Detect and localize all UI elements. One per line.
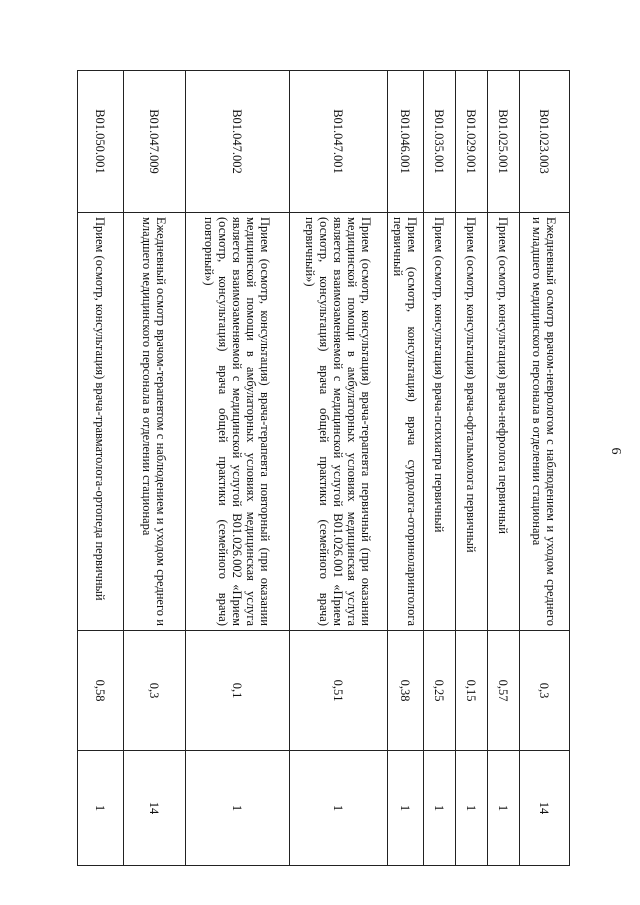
services-table-rotated (78, 70, 570, 865)
multiplicity: 1 (488, 751, 520, 866)
service-name: Ежедневный осмотр врачом-неврологом с наблюдением и уходом среднего и младшего медицинского персонала в отделении стационара (520, 213, 570, 631)
service-code: B01.047.001 (290, 71, 388, 213)
multiplicity: 1 (388, 751, 424, 866)
service-code: B01.035.001 (424, 71, 456, 213)
service-name: Прием (осмотр, консультация) врача-терапевта повторный (при оказании медицинской помощи в амбулаторных условиях медицинская услуга является взаимозаменяемой с медицинской услугой B01.026.002 «Прием (осмотр, консультация) врача общей практики (семейного врача) повторный») (186, 213, 290, 631)
services-table (77, 70, 570, 866)
multiplicity: 1 (78, 751, 124, 866)
frequency-coefficient: 0,51 (290, 631, 388, 751)
frequency-coefficient: 0,57 (488, 631, 520, 751)
table-row (456, 71, 488, 866)
frequency-coefficient: 0,38 (388, 631, 424, 751)
service-name: Прием (осмотр, консультация) врача-травматолога-ортопеда первичный (78, 213, 124, 631)
table-row (186, 71, 290, 866)
multiplicity: 1 (290, 751, 388, 866)
service-code: B01.047.002 (186, 71, 290, 213)
frequency-coefficient: 0,1 (186, 631, 290, 751)
table-row (290, 71, 388, 866)
service-name: Прием (осмотр, консультация) врача-психиатра первичный (424, 213, 456, 631)
service-code: B01.023.003 (520, 71, 570, 213)
multiplicity: 1 (186, 751, 290, 866)
service-code: B01.046.001 (388, 71, 424, 213)
frequency-coefficient: 0,25 (424, 631, 456, 751)
table-row (488, 71, 520, 866)
frequency-coefficient: 0,15 (456, 631, 488, 751)
service-name: Ежедневный осмотр врачом-терапевтом с наблюдением и уходом среднего и младшего медицинского персонала в отделении стационара (124, 213, 186, 631)
service-code: B01.025.001 (488, 71, 520, 213)
table-row (520, 71, 570, 866)
service-name: Прием (осмотр, консультация) врача сурдолога-оториноларинголога первичный (388, 213, 424, 631)
service-name: Прием (осмотр, консультация) врача-терапевта первичный (при оказании медицинской помощи в амбулаторных условиях медицинская услуга является взаимозаменяемой с медицинской услугой B01.026.001 «Прием (осмотр, консультация) врача общей практики (семейного врача) первичный») (290, 213, 388, 631)
frequency-coefficient: 0,3 (124, 631, 186, 751)
multiplicity: 1 (424, 751, 456, 866)
table-row (424, 71, 456, 866)
table-row (388, 71, 424, 866)
multiplicity: 14 (124, 751, 186, 866)
service-code: B01.047.009 (124, 71, 186, 213)
frequency-coefficient: 0,3 (520, 631, 570, 751)
service-name: Прием (осмотр, консультация) врача-офтальмолога первичный (456, 213, 488, 631)
multiplicity: 14 (520, 751, 570, 866)
page-number: 6 (608, 447, 623, 455)
table-row (78, 71, 124, 866)
multiplicity: 1 (456, 751, 488, 866)
service-name: Прием (осмотр, консультация) врача-нефролога первичный (488, 213, 520, 631)
service-code: B01.050.001 (78, 71, 124, 213)
table-row (124, 71, 186, 866)
frequency-coefficient: 0,58 (78, 631, 124, 751)
service-code: B01.029.001 (456, 71, 488, 213)
